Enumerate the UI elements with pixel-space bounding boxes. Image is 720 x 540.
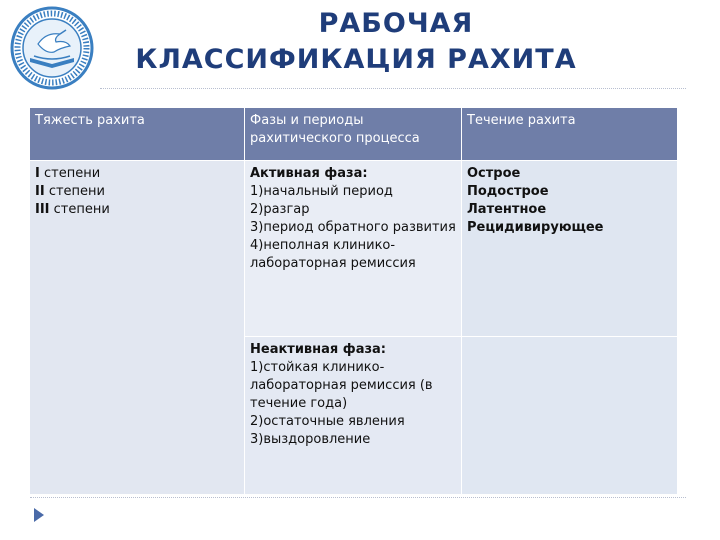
header-course: Течение рахита [462, 108, 678, 161]
course-item: Острое [467, 166, 521, 181]
list-item: 3)выздоровление [250, 432, 371, 447]
university-logo [4, 6, 100, 90]
empty-course-cell [462, 337, 678, 495]
title-line-2: КЛАССИФИКАЦИЯ РАХИТА [135, 44, 577, 75]
course-item: Латентное [467, 202, 547, 217]
list-item: 1)начальный период [250, 184, 393, 199]
rickets-classification-table [29, 107, 678, 495]
severity-cell [30, 161, 245, 495]
course-item: Подострое [467, 184, 549, 199]
active-phase-cell [245, 161, 462, 337]
inactive-phase-title: Неактивная фаза: [250, 342, 386, 357]
header-severity: Тяжесть рахита [30, 108, 245, 161]
header-phases: Фазы и периоды рахитического процесса [245, 108, 462, 161]
footer-divider [30, 497, 686, 498]
active-phase-title: Активная фаза: [250, 166, 368, 181]
list-item: 2)остаточные явления [250, 414, 405, 429]
title-line-1: РАБОЧАЯ [318, 8, 474, 39]
list-item: 3)период обратного развития [250, 220, 456, 235]
slide-title [96, 6, 616, 78]
severity-item: II степени [35, 184, 105, 199]
table-row [30, 161, 678, 337]
list-item: 4)неполная клинико-лабораторная ремиссия [250, 238, 416, 271]
list-item: 1)стойкая клинико-лабораторная ремиссия (в течение года) [250, 360, 433, 411]
severity-item: III степени [35, 202, 110, 217]
title-divider [100, 88, 686, 89]
table-header-row [30, 108, 678, 161]
inactive-phase-cell [245, 337, 462, 495]
course-item: Рецидивирующее [467, 220, 604, 235]
severity-item: I степени [35, 166, 101, 181]
list-item: 2)разгар [250, 202, 310, 217]
course-cell [462, 161, 678, 337]
next-slide-arrow-icon[interactable] [34, 508, 44, 522]
